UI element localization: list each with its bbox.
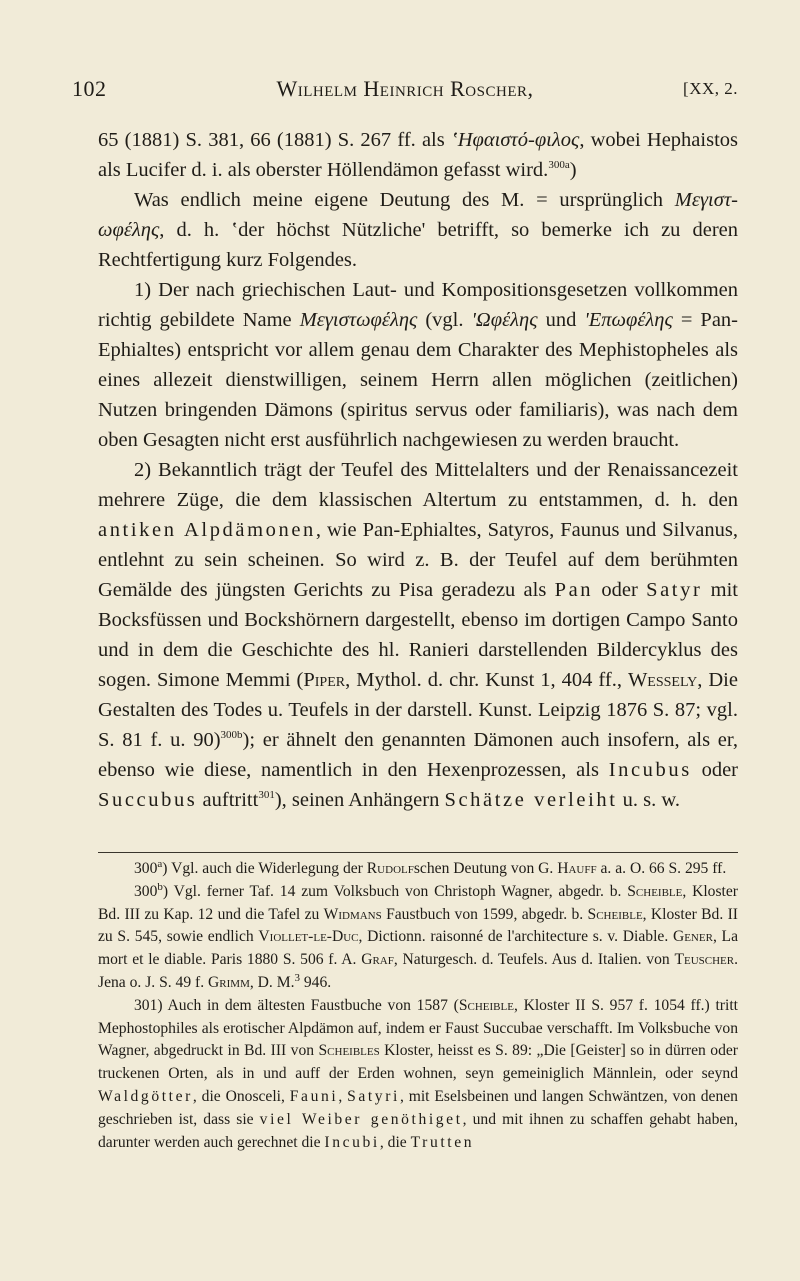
paragraph-2: Was endlich meine eigene Deutung des M. = ursprünglich Μεγιστ-ωφέλης, d. h. ʽder höchst Nützliche' betrifft, so bemerke ich zu deren Rechtfertigung kurz Folgendes.	[98, 189, 738, 271]
spaced-emphasis: Waldgötter	[98, 1087, 193, 1105]
author-name: Piper	[303, 669, 346, 691]
paragraph-4: 2) Bekanntlich trägt der Teufel des Mittelalters und der Renaissancezeit mehrere Züge, die dem klassischen Altertum zu entstammen, d. h. den antiken Alpdämonen, wie Pan-Ephialtes, Satyros, Faunus und Silvanus, entlehnt zu sein scheinen. So wird z. B. der Teufel auf dem berühmten Gemälde des jüngsten Gerichts zu Pisa geradezu als Pan oder Satyr mit Bocksfüssen und Bockshörnern dargestellt, ebenso im dortigen Campo Santo und in dem die Geschichte des hl. Ranieri darstellenden Bildercyklus des sogen. Simone Memmi (Piper, Mythol. d. chr. Kunst 1, 404 ff., Wessely, Die Gestalten des Todes u. Teufels in der darstell. Kunst. Leipzig 1876 S. 87; vgl. S. 81 f. u. 90)$^{300b}$); er ähnelt den genannten Dämonen auch insofern, als er, ebenso wie diese, namentlich in den Hexenprozessen, als Incubus oder Succubus auftritt$^{301}$), seinen Anhängern Schätze verleiht u. s. w.	[98, 459, 738, 811]
section-marker: [XX, 2.	[683, 79, 738, 98]
running-title: Wilhelm Heinrich Roscher,	[276, 76, 534, 101]
author-name: Hauff	[557, 860, 597, 877]
spaced-emphasis: Satyr	[646, 579, 703, 601]
footnote-300a: 300$^a$) Vgl. auch die Widerlegung der Rudolfschen Deutung von G. Hauff a. a. O. 66 S. 295 ff.	[134, 857, 727, 877]
author-name: Graf	[361, 951, 394, 969]
greek-word: 'Ωφέλης	[471, 309, 538, 331]
footnote-ref: 301	[258, 789, 275, 802]
footnotes	[98, 858, 738, 1154]
author-name: Scheibles	[318, 1042, 380, 1060]
footnote-300b: 300$^b$) Vgl. ferner Taf. 14 zum Volksbuch von Christoph Wagner, abgedr. b. Scheible, Kloster Bd. III zu Kap. 12 und die Tafel zu Widmans Faustbuch von 1599, abgedr. b. Scheible, Kloster Bd. II zu S. 545, sowie endlich Viollet-le-Duc, Dictionn. raisonné de l'architecture s. v. Diable. Gener, La mort et le diable. Paris 1880 S. 506 f. A. Graf, Naturgesch. d. Teufels. Aus d. Italien. von Teuscher. Jena o. J. S. 49 f. Grimm, D. M.$^3$ 946.	[98, 880, 739, 991]
author-name: Rudolf	[366, 860, 414, 877]
greek-word: Μεγιστ-ωφέλης	[98, 189, 738, 241]
spaced-emphasis: Incubi	[324, 1133, 380, 1151]
author-name: Scheible	[587, 905, 643, 923]
spaced-emphasis: Trutten	[410, 1133, 475, 1151]
footnote-ref: 300b	[220, 729, 243, 742]
author-name: Scheible	[627, 882, 683, 900]
author-name: Scheible	[458, 996, 514, 1014]
author-name: Viollet-le-Duc	[258, 928, 359, 946]
spaced-emphasis: Pan	[554, 579, 594, 601]
author-name: Wessely	[627, 669, 698, 691]
spaced-emphasis: Satyri	[347, 1087, 400, 1105]
paragraph-1: 65 (1881) S. 381, 66 (1881) S. 267 ff. als ʽΗφαιστό-φιλος, wobei Hephaistos als Lucifer d. i. als oberster Höllendämon gefasst wird.$^{300a}$)	[98, 129, 738, 181]
spaced-emphasis: Succubus	[98, 789, 198, 811]
greek-word: ʽΗφαιστό-φιλος	[450, 129, 580, 151]
spaced-emphasis: viel Weiber genöthiget	[259, 1110, 463, 1128]
author-name: Teuscher	[674, 951, 735, 969]
paragraph-3: 1) Der nach griechischen Laut- und Kompositionsgesetzen vollkommen richtig gebildete Name Μεγιστωφέλης (vgl. 'Ωφέλης und 'Επωφέλης = Pan-Ephialtes) entspricht vor allem genau dem Charakter des Mephistopheles als eines allezeit dienstwilligen, seinem Herrn allen möglichen (zeitlichen) Nutzen bringenden Dämons (spiritus servus oder familiaris), was nach dem oben Gesagten nicht erst ausführlich nachgewiesen zu werden braucht.	[98, 279, 738, 451]
spaced-emphasis: Schätze verleiht	[444, 789, 618, 811]
greek-word: 'Επωφέλης	[584, 309, 673, 331]
main-text	[98, 125, 738, 815]
page-number: 102	[72, 76, 107, 101]
greek-word: Μεγιστωφέλης	[299, 309, 418, 331]
spaced-emphasis: Incubus	[608, 759, 692, 781]
footnote-301: 301) Auch in dem ältesten Faustbuche von 1587 (Scheible, Kloster II S. 957 f. 1054 ff.) tritt Mephostophiles als erotischer Alpdämon auf, indem er Faust Succubae verschafft. Im Volksbuche von Wagner, abgedruckt in Bd. III von Scheibles Kloster, heisst es S. 89: „Die [Geister] so in dürren oder truckenen Orten, als in und auff der Erden wohnen, seyn gemeiniglich Männlein, oder seynd Waldgötter, die Onosceli, Fauni, Satyri, mit Eselsbeinen und langen Schwäntzen, von denen geschrieben ist, dass sie viel Weiber genöthiget, und mit ihnen zu schaffen gehabt haben, darunter werden auch gerechnet die Incubi, die Trutten	[98, 996, 738, 1151]
author-name: Gener	[672, 928, 713, 946]
author-name: Widmans	[323, 905, 382, 923]
author-name: Grimm	[208, 973, 250, 991]
footnote-ref: 300a	[548, 159, 570, 172]
spaced-emphasis: antiken Alpdämonen	[98, 519, 316, 541]
spaced-emphasis: Fauni	[289, 1087, 339, 1105]
footnote-divider	[98, 852, 738, 853]
